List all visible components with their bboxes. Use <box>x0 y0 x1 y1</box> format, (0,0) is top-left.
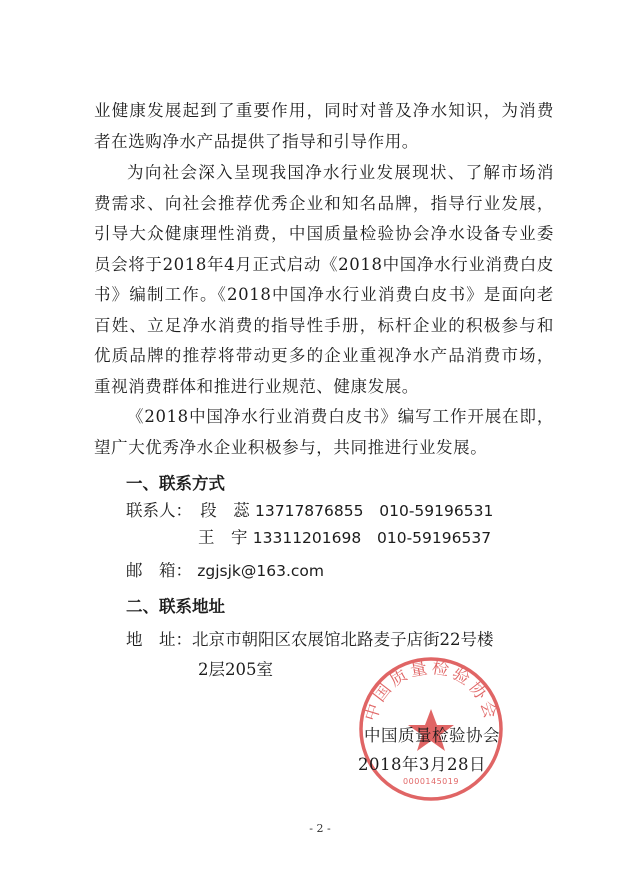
contact-name: 段 蕊 <box>200 501 250 520</box>
contact-mobile: 13717876855 <box>255 502 364 520</box>
section-address-heading: 二、联系地址 <box>126 597 225 616</box>
signature-organization: 中国质量检验协会 <box>364 726 500 745</box>
email-label: 邮 箱： <box>126 561 192 580</box>
paragraph-continued: 业健康发展起到了重要作用，同时对普及净水知识，为消费者在选购净水产品提供了指导和引导作用。 <box>94 101 554 151</box>
contact-label: 联系人： <box>126 501 184 520</box>
svg-text:0000145019: 0000145019 <box>403 777 459 786</box>
page-number: - 2 - <box>309 822 331 835</box>
signature-date: 2018年3月28日 <box>358 755 486 774</box>
email-value: zgjsjk@163.com <box>197 562 325 580</box>
contact-phone: 010-59196531 <box>379 502 494 520</box>
contact-row-2 <box>198 524 491 548</box>
contact-phone: 010-59196537 <box>376 529 492 547</box>
email-row <box>126 557 324 581</box>
contact-row-1 <box>126 497 493 521</box>
address-line-2: 2层205室 <box>198 660 273 679</box>
contact-name: 王 宇 <box>198 528 248 547</box>
contact-mobile: 13311201698 <box>252 529 362 547</box>
paragraph-main: 为向社会深入呈现我国净水行业发展现状、了解市场消费需求、向社会推荐优秀企业和知名品牌，指导行业发展，引导大众健康理性消费，中国质量检验协会净水设备专业委员会将于2018年4月正式启动《2018中国净水行业消费白皮书》编制工作。《2018中国净水行业消费白皮书》是面向老百姓、立足净水消费的指导性手册，标杆企业的积极参与和优质品牌的推荐将带动更多的企业重视净水产品消费市场，重视消费群体和推进行业规范、健康发展。 <box>94 163 554 396</box>
address-line-1: 北京市朝阳区农展馆北路麦子店街22号楼 <box>192 630 494 649</box>
address-row <box>126 626 494 650</box>
section-contact-heading: 一、联系方式 <box>126 474 225 493</box>
address-label: 地 址： <box>126 630 192 649</box>
svg-text:中国质量检验协会: 中国质量检验协会 <box>361 657 501 724</box>
paragraph-call-to-action: 《2018中国净水行业消费白皮书》编写工作开展在即，望广大优秀净水企业积极参与，共同推进行业发展。 <box>94 407 554 457</box>
